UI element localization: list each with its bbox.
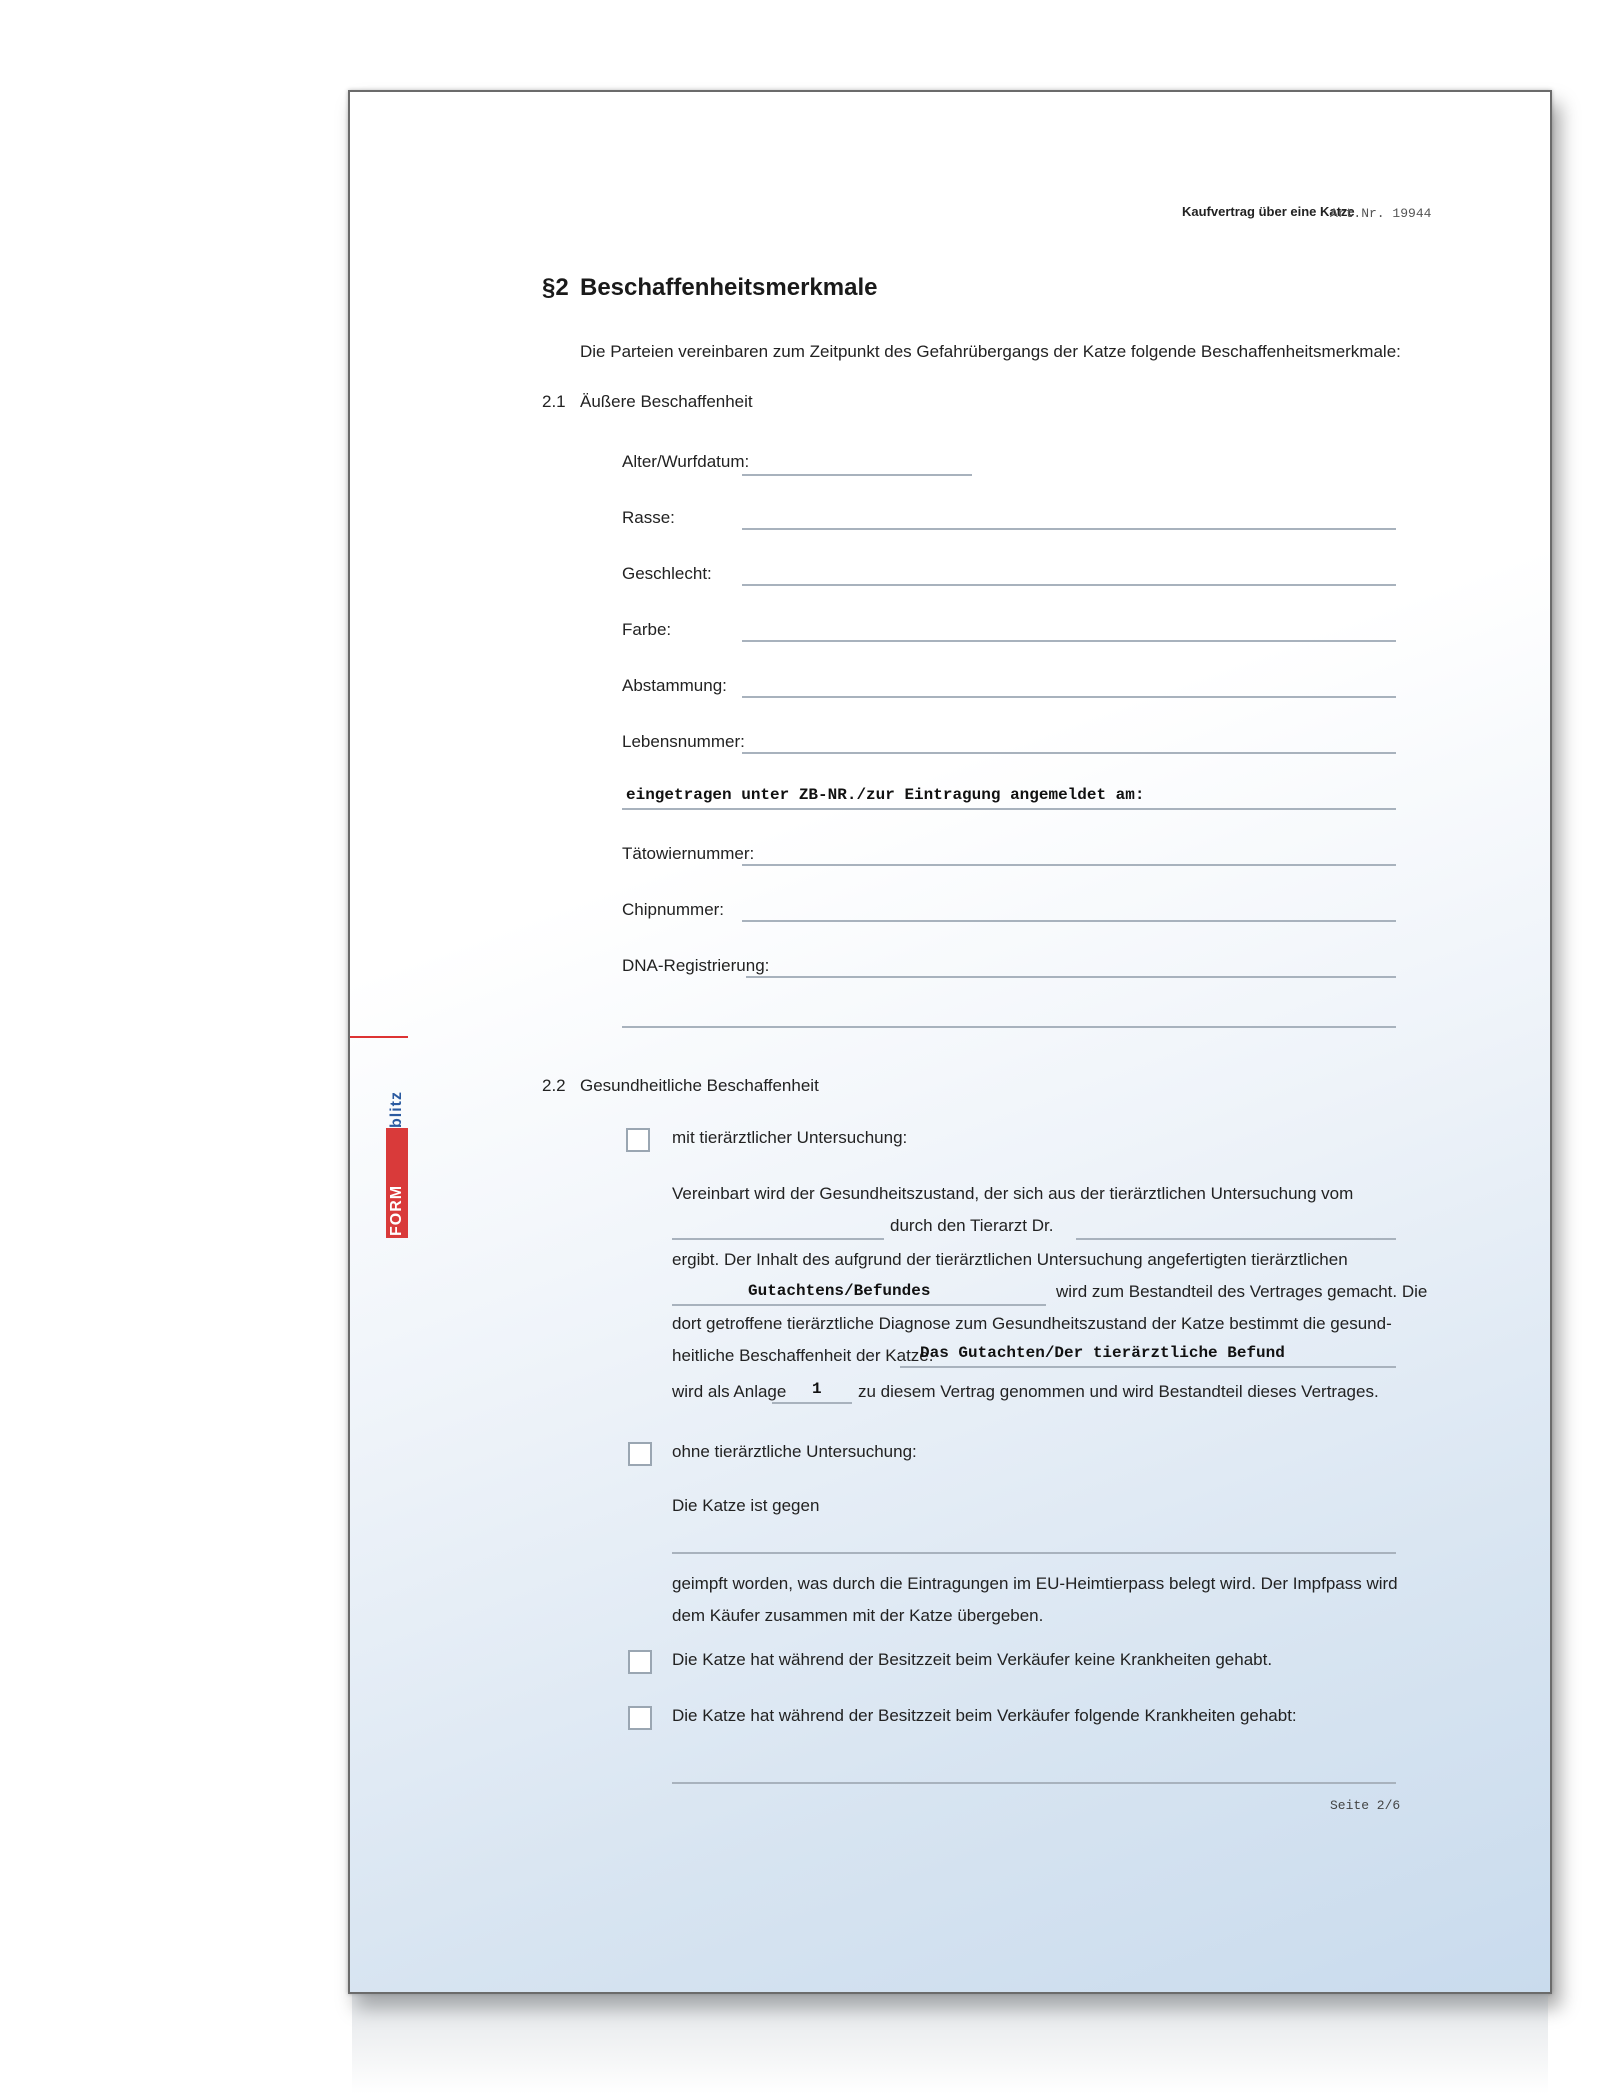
label-geschlecht: Geschlecht: <box>622 564 712 583</box>
checkbox-mit-untersuchung[interactable] <box>626 1128 650 1152</box>
opt1-text-6: heitliche Beschaffenheit der Katze. <box>672 1346 934 1365</box>
input-gutachtens[interactable] <box>672 1304 1046 1306</box>
input-lebensnummer[interactable] <box>742 752 1396 754</box>
sub22-title: Gesundheitliche Beschaffenheit <box>580 1076 819 1095</box>
opt2-text-1: Die Katze ist gegen <box>672 1496 820 1515</box>
label-folgende-krankheiten: Die Katze hat während der Besitzzeit beim Verkäufer folgende Krankheiten gehabt: <box>672 1706 1297 1725</box>
label-dna: DNA-Registrierung: <box>622 956 770 975</box>
header-title: Kaufvertrag über eine Katze <box>1182 204 1355 219</box>
input-dna-extra[interactable] <box>622 1026 1396 1028</box>
input-taetowier[interactable] <box>742 864 1396 866</box>
opt2-text-2: geimpft worden, was durch die Eintragungen im EU-Heimtierpass belegt wird. Der Impfpass wird <box>672 1574 1398 1593</box>
page-number: Seite 2/6 <box>1330 1798 1401 1813</box>
label-alter: Alter/Wurfdatum: <box>622 452 750 471</box>
checkbox-folgende-krankheiten[interactable] <box>628 1706 652 1730</box>
input-alter[interactable] <box>742 474 972 476</box>
input-tierarzt[interactable] <box>1076 1238 1396 1240</box>
checkbox-keine-krankheiten[interactable] <box>628 1650 652 1674</box>
input-geschlecht[interactable] <box>742 584 1396 586</box>
page-reflection <box>352 1994 1548 2094</box>
section-intro: Die Parteien vereinbaren zum Zeitpunkt des Gefahrübergangs der Katze folgende Beschaffenheitsmerkmale: <box>580 342 1401 361</box>
input-krankheiten[interactable] <box>672 1782 1396 1784</box>
label-ohne-untersuchung: ohne tierärztliche Untersuchung: <box>672 1442 917 1461</box>
document-page <box>348 90 1552 1994</box>
label-rasse: Rasse: <box>622 508 675 527</box>
input-abstammung[interactable] <box>742 696 1396 698</box>
opt1-text-7b: zu diesem Vertrag genommen und wird Bestandteil dieses Vertrages. <box>858 1382 1379 1401</box>
section-number: §2 <box>542 274 569 301</box>
label-mit-untersuchung: mit tierärztlicher Untersuchung: <box>672 1128 908 1147</box>
section-title: Beschaffenheitsmerkmale <box>580 274 878 301</box>
logo-accent-line <box>350 1036 408 1038</box>
input-eingetragen[interactable] <box>622 808 1396 810</box>
logo-form-text: FORM <box>388 1184 405 1236</box>
input-untersuchung-datum[interactable] <box>672 1238 884 1240</box>
label-eingetragen: eingetragen unter ZB-NR./zur Eintragung angemeldet am: <box>626 786 1145 804</box>
header-art-nr: Art.Nr. 19944 <box>1330 206 1432 221</box>
sub21-title: Äußere Beschaffenheit <box>580 392 753 411</box>
label-taetowier: Tätowiernummer: <box>622 844 755 863</box>
opt2-text-3: dem Käufer zusammen mit der Katze übergeben. <box>672 1606 1044 1625</box>
input-rasse[interactable] <box>742 528 1396 530</box>
sub21-number: 2.1 <box>542 392 566 411</box>
fill-gutachtens: Gutachtens/Befundes <box>748 1282 931 1300</box>
input-chip[interactable] <box>742 920 1396 922</box>
label-chip: Chipnummer: <box>622 900 725 919</box>
fill-gutachten: Das Gutachten/Der tierärztliche Befund <box>920 1344 1285 1362</box>
opt1-text-2: durch den Tierarzt Dr. <box>890 1216 1054 1235</box>
opt1-text-5: dort getroffene tierärztliche Diagnose zum Gesundheitszustand der Katze bestimmt die gesund- <box>672 1314 1392 1333</box>
opt1-text-1: Vereinbart wird der Gesundheitszustand, der sich aus der tierärztlichen Untersuchung vom <box>672 1184 1354 1203</box>
input-gutachten[interactable] <box>900 1366 1396 1368</box>
input-impfung[interactable] <box>672 1552 1396 1554</box>
label-abstammung: Abstammung: <box>622 676 727 695</box>
opt1-text-4: wird zum Bestandteil des Vertrages gemacht. Die <box>1056 1282 1428 1301</box>
checkbox-ohne-untersuchung[interactable] <box>628 1442 652 1466</box>
label-farbe: Farbe: <box>622 620 672 639</box>
opt1-text-7a: wird als Anlage <box>672 1382 787 1401</box>
fill-anlage: 1 <box>812 1380 822 1398</box>
label-keine-krankheiten: Die Katze hat während der Besitzzeit beim Verkäufer keine Krankheiten gehabt. <box>672 1650 1273 1669</box>
logo-blitz-text: blitz <box>388 1091 405 1128</box>
label-lebensnummer: Lebensnummer: <box>622 732 745 751</box>
opt1-text-3: ergibt. Der Inhalt des aufgrund der tierärztlichen Untersuchung angefertigten tierärztlichen <box>672 1250 1348 1269</box>
input-dna[interactable] <box>746 976 1396 978</box>
input-farbe[interactable] <box>742 640 1396 642</box>
sub22-number: 2.2 <box>542 1076 566 1095</box>
input-anlage[interactable] <box>772 1402 852 1404</box>
